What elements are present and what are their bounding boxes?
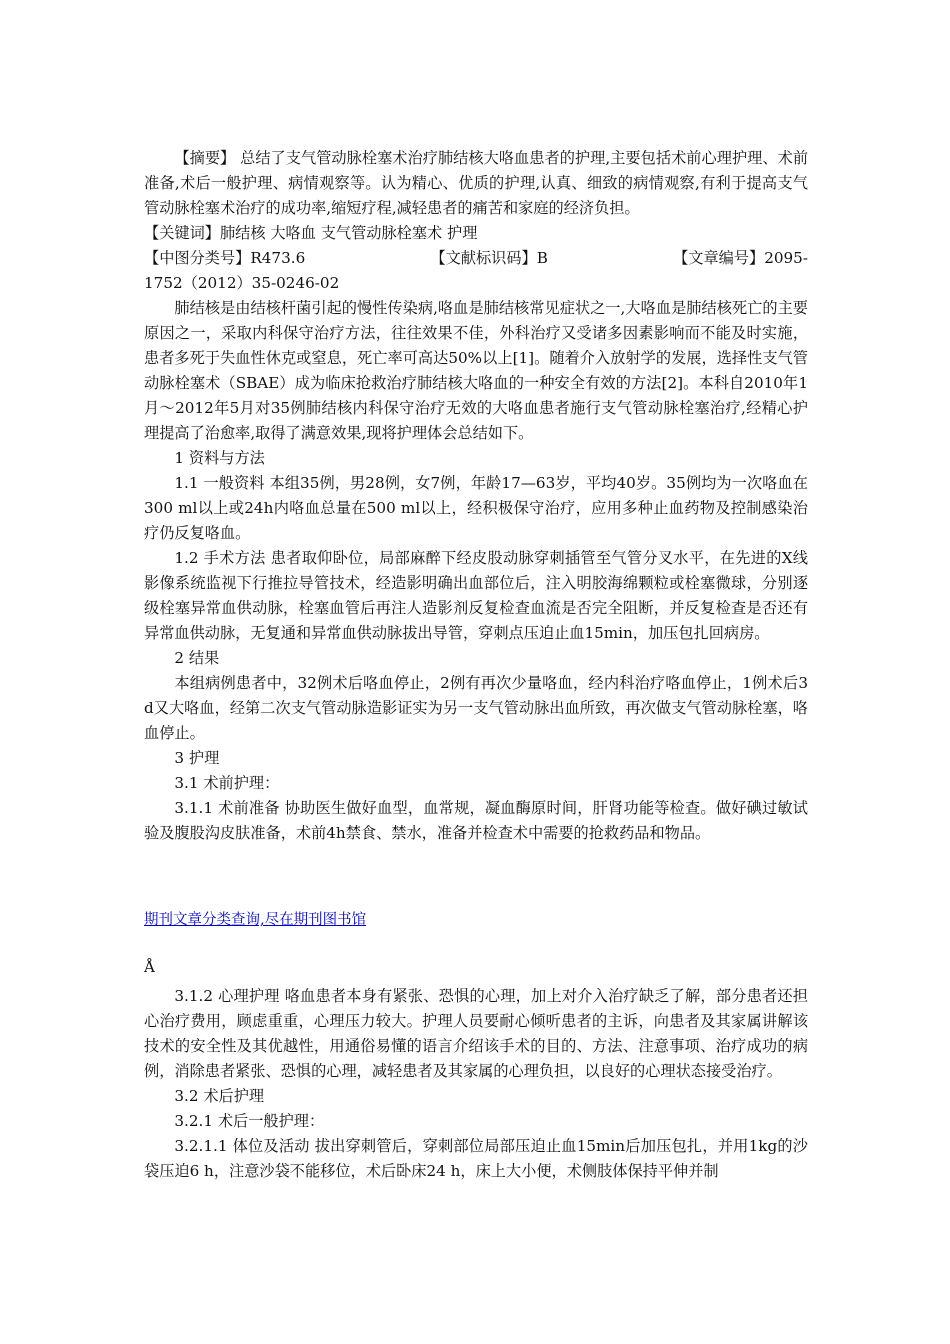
abstract-label: 【摘要】: [174, 149, 236, 167]
clc-number: 【中图分类号】R473.6: [144, 249, 306, 267]
abstract-paragraph: [144, 146, 808, 221]
article-number: 【文章编号】2095-: [673, 249, 808, 267]
section-2-title: 2 结果: [174, 649, 220, 667]
document-code: 【文献标识码】B: [430, 249, 548, 267]
section-1-2: 1.2 手术方法 患者取仰卧位，局部麻醉下经皮股动脉穿刺插管至气管分叉水平，在先进的X线影像系统监视下行推拉导管技术，经造影明确出血部位后，注入明胶海绵颗粒或栓塞微球，分别逐级栓塞异常血供动脉，栓塞血管后再注人造影剂反复检查血流是否完全阻断，并反复检查是否还有异常血供动脉，无复通和异常血供动脉拔出导管，穿刺点压迫止血15min，加压包扎回病房。: [144, 549, 808, 642]
journal-library-link[interactable]: 期刊文章分类查询,尽在期刊图书馆: [144, 912, 367, 928]
section-3-1-1: 3.1.1 术前准备 协助医生做好血型，血常规，凝血酶原时间，肝肾功能等检查。做好碘过敏试验及腹股沟皮肤准备，术前4h禁食、禁水，准备并检查术中需要的抢救药品和物品。: [144, 799, 808, 842]
keywords-line: 【关键词】肺结核 大咯血 支气管动脉栓塞术 护理: [144, 224, 478, 242]
article-number-continued: 1752（2012）35-0246-02: [144, 274, 340, 292]
section-3-2-1-1: 3.2.1.1 体位及活动 拔出穿刺管后，穿刺部位局部压迫止血15min后加压包扎，并用1kg的沙袋压迫6 h，注意沙袋不能移位，术后卧床24 h，床上大小便，术侧肢体保持平伸并制: [144, 1137, 808, 1180]
section-3-2: 3.2 术后护理: [174, 1087, 265, 1105]
abstract-text: 总结了支气管动脉栓塞术治疗肺结核大咯血患者的护理,主要包括术前心理护理、术前准备,术后一般护理、病情观察等。认为精心、优质的护理,认真、细致的病情观察,有利于提高支气管动脉栓塞术治疗的成功率,缩短疗程,减轻患者的痛苦和家庭的经济负担。: [144, 149, 809, 217]
section-3-2-1: 3.2.1 术后一般护理：: [174, 1112, 325, 1130]
stray-glyph: Å: [144, 958, 155, 976]
section-1-1: 1.1 一般资料 本组35例，男28例，女7例，年龄17—63岁，平均40岁。35例均为一次咯血在300 ml以上或24h内咯血总量在500 ml以上，经积极保守治疗，应用多种止血药物及控制感染治疗仍反复咯血。: [144, 474, 808, 542]
section-2-body: 本组病例患者中，32例术后咯血停止，2例有再次少量咯血，经内科治疗咯血停止，1例术后3 d又大咯血，经第二次支气管动脉造影证实为另一支气管动脉出血所致，再次做支气管动脉栓塞，咯血停止。: [144, 674, 808, 742]
section-3-1: 3.1 术前护理：: [174, 774, 280, 792]
classification-line: [144, 246, 808, 271]
article-body: [144, 146, 808, 846]
section-1-title: 1 资料与方法: [174, 449, 265, 467]
intro-paragraph: 肺结核是由结核杆菌引起的慢性传染病,咯血是肺结核常见症状之一,大咯血是肺结核死亡的主要原因之一，采取内科保守治疗方法，往往效果不佳，外科治疗又受诸多因素影响而不能及时实施，患者多死于失血性休克或窒息，死亡率可高达50%以上[1]。随着介入放射学的发展，选择性支气管动脉栓塞术（SBAE）成为临床抢救治疗肺结核大咯血的一种安全有效的方法[2]。本科自2010年1月～2012年5月对35例肺结核内科保守治疗无效的大咯血患者施行支气管动脉栓塞治疗,经精心护理提高了治愈率,取得了满意效果,现将护理体会总结如下。: [144, 299, 808, 442]
section-3-title: 3 护理: [174, 749, 220, 767]
section-3-1-2: 3.1.2 心理护理 咯血患者本身有紧张、恐惧的心理，加上对介入治疗缺乏了解，部分患者还担心治疗费用，顾虑重重，心理压力较大。护理人员要耐心倾听患者的主诉，向患者及其家属讲解该技术的安全性及其优越性，用通俗易懂的语言介绍该手术的目的、方法、注意事项、治疗成功的病例，消除患者紧张、恐惧的心理，减轻患者及其家属的心理负担，以良好的心理状态接受治疗。: [144, 987, 808, 1080]
article-body-continued: [144, 984, 808, 1184]
